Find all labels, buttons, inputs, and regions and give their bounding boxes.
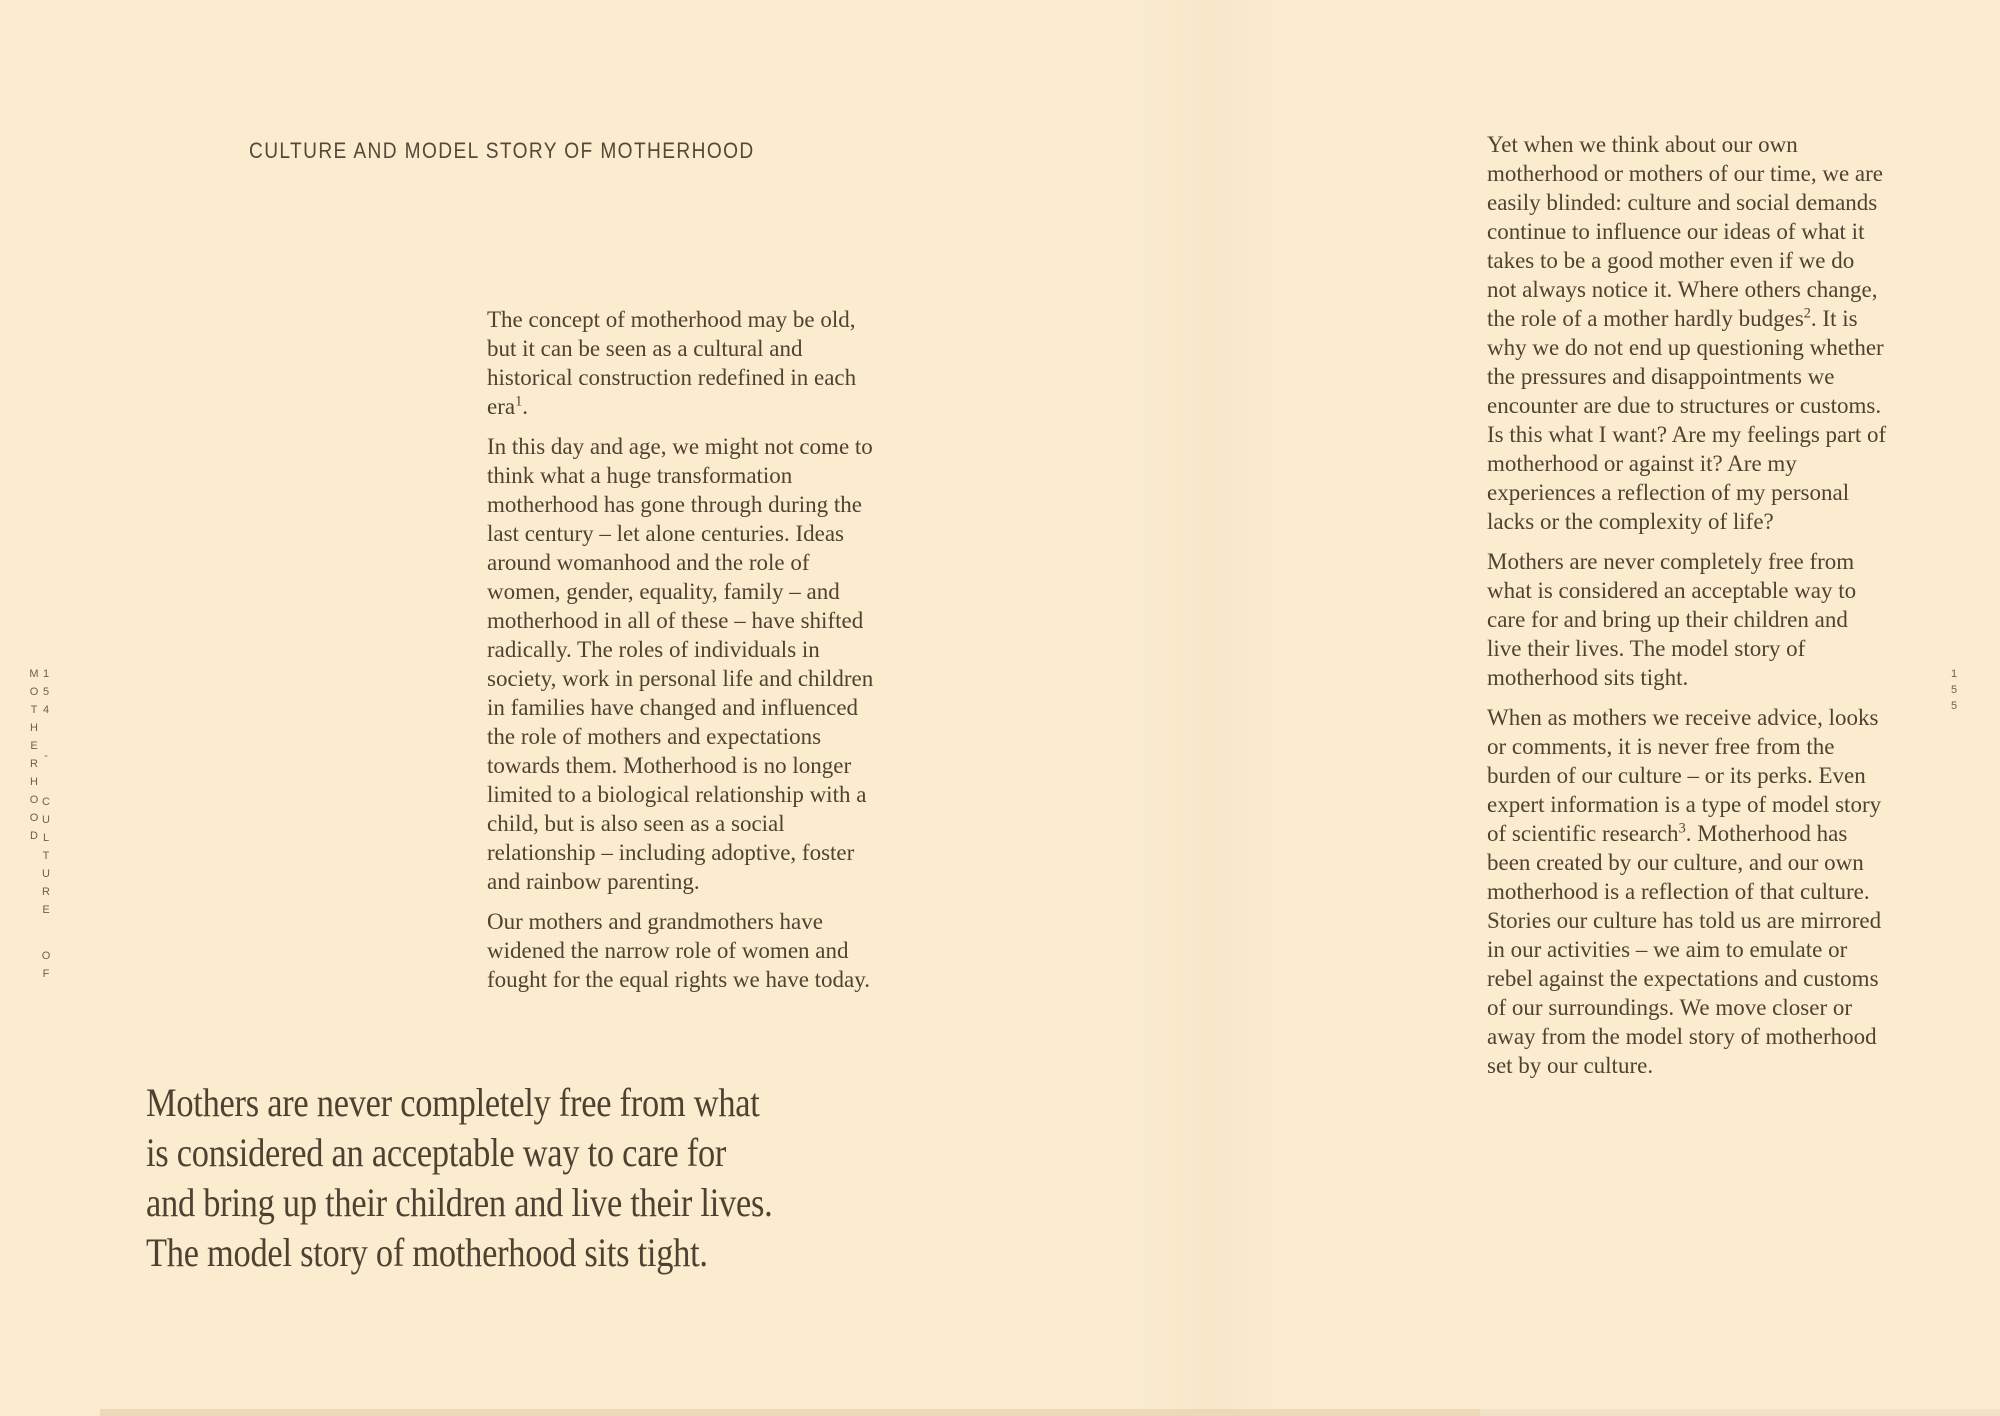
right-page-number: 155	[1948, 668, 1960, 716]
body-paragraph: Our mothers and grandmothers have widened the narrow role of women and fought for the equal rights we have today.	[487, 909, 871, 992]
footnote-marker: 3	[1678, 820, 1686, 837]
footnote-marker: 1	[515, 393, 523, 410]
page-bottom-edge-right	[1480, 1409, 2000, 1416]
pull-quote-line: and bring up their children and live their lives.	[146, 1180, 773, 1225]
left-column-text	[487, 305, 887, 1005]
body-paragraph: The concept of motherhood may be old, but it can be seen as a cultural and historical construction redefined in each era$^1$.	[487, 307, 857, 419]
page-gutter-shadow	[1130, 0, 1290, 1416]
footnote-marker: 2	[1803, 305, 1811, 322]
chapter-title: CULTURE AND MODEL STORY OF MOTHERHOOD	[249, 138, 755, 163]
right-column-text	[1487, 130, 1887, 1091]
pull-quote-line: is considered an acceptable way to care for	[146, 1130, 727, 1175]
pull-quote-line: The model story of motherhood sits tight.	[146, 1230, 708, 1275]
body-paragraph: When as mothers we receive advice, looks or comments, it is never free from the burden of our culture – or its perks. Even expert information is a type of model story of scientific research$^3$. Motherhood has been created by our culture, and our own motherhood is a reflection of that culture. Stories our culture has told us are mirrored in our activities – we aim to emulate or rebel against the expectations and customs of our surroundings. We move closer or away from the model story of motherhood set by our culture.	[1487, 705, 1882, 1078]
pull-quote-line: Mothers are never completely free from what	[146, 1080, 760, 1125]
body-paragraph: In this day and age, we might not come to think what a huge transformation motherhood has gone through during the last century – let alone centuries. Ideas around womanhood and the role of women, gender, equality, family – and motherhood in all of these – have shifted radically. The roles of individuals in society, work in personal life and children in families have changed and influenced the role of mothers and expectations towards them. Motherhood is no longer limited to a biological relationship with a child, but is also seen as a social relationship – including adoptive, foster and rainbow parenting.	[487, 434, 874, 894]
body-paragraph: Yet when we think about our own motherhood or mothers of our time, we are easily blinded: culture and social demands continue to influence our ideas of what it takes to be a good mother even if we do not always notice it. Where others change, the role of a mother hardly budges$^2$. It is why we do not end up questioning whether the pressures and disappointments we encounter are due to structures or customs. Is this what I want? Are my feelings part of motherhood or against it? Are my experiences a reflection of my personal lacks or the complexity of life?	[1487, 132, 1887, 534]
pull-quote	[146, 1078, 772, 1278]
body-paragraph: Mothers are never completely free from what is considered an acceptable way to care for and bring up their children and live their lives. The model story of motherhood sits tight.	[1487, 549, 1857, 690]
page-bottom-edge	[100, 1409, 1480, 1416]
left-page-margin-label: 154 - CULTURE OF MOTHERHOOD	[28, 668, 52, 986]
